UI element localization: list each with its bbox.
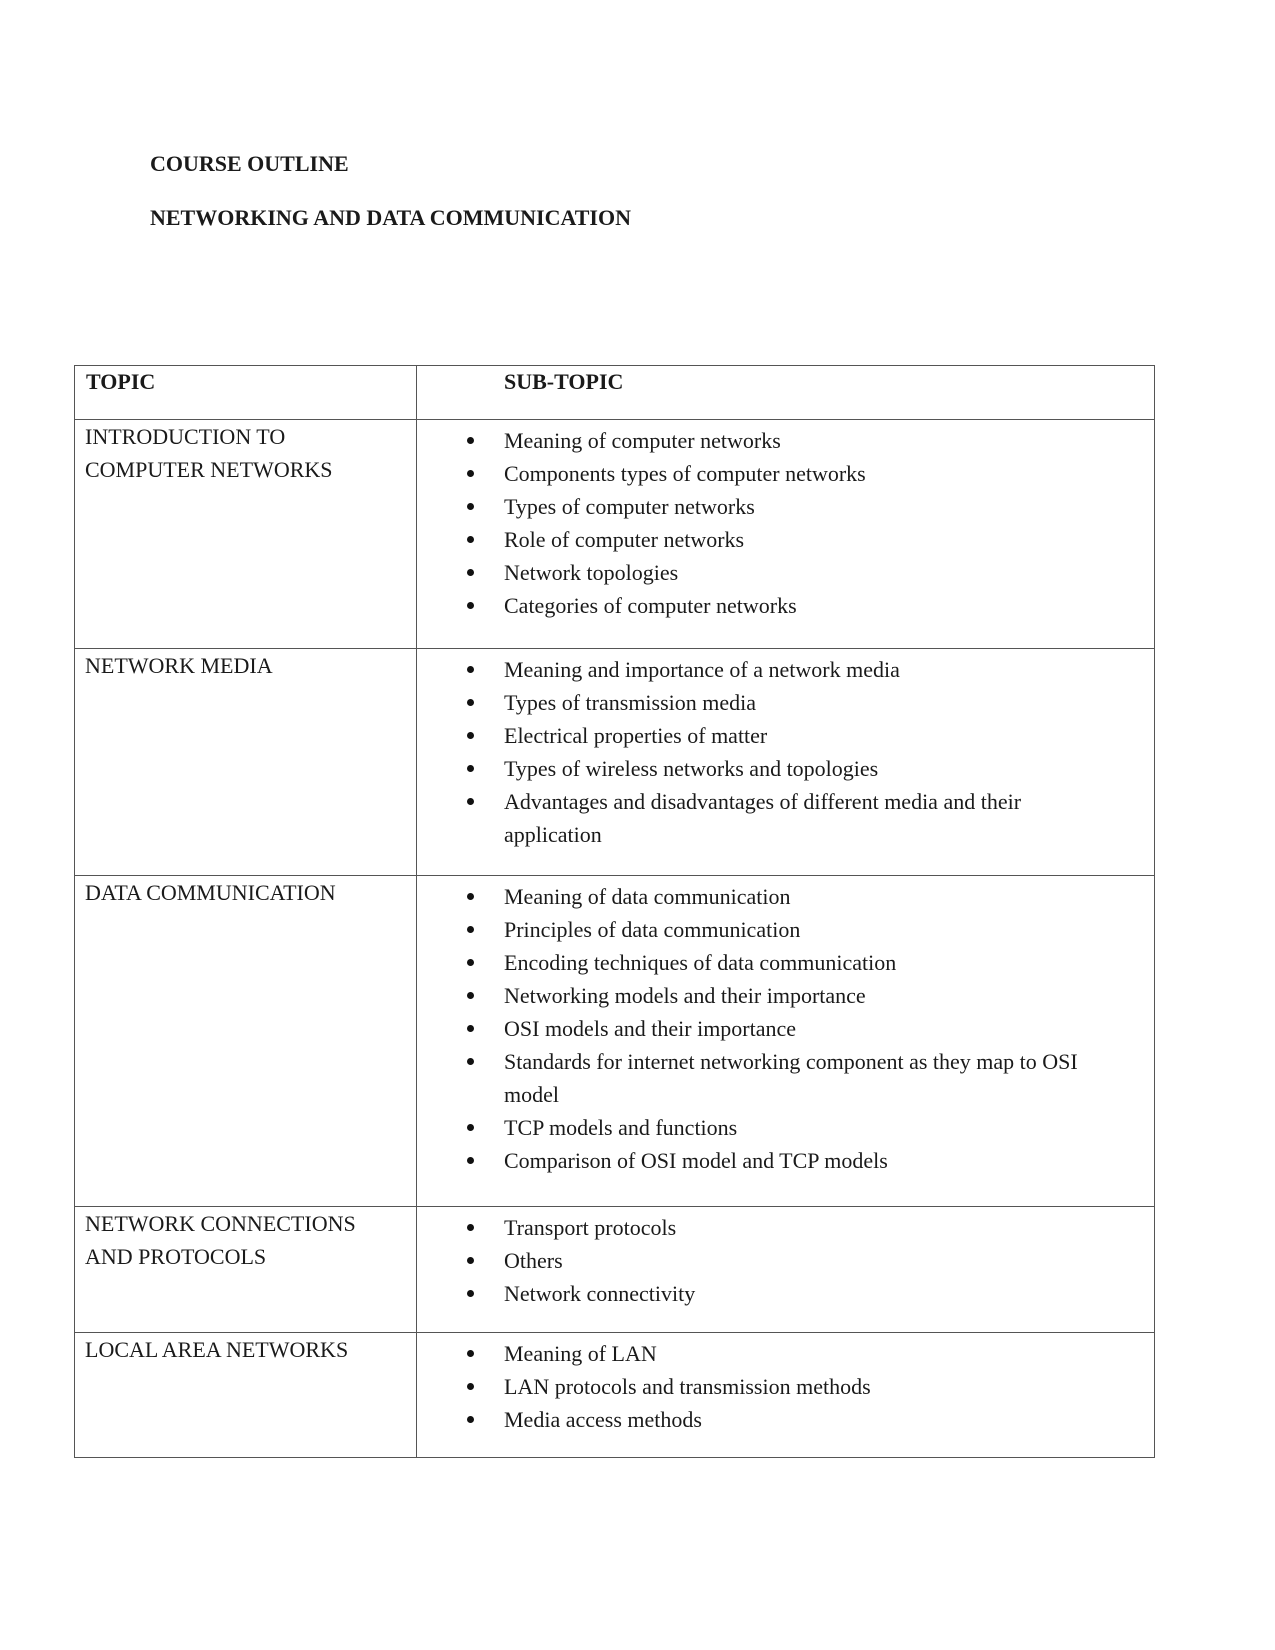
document-title: COURSE OUTLINE xyxy=(150,151,349,176)
subtopic-item: Principles of data communication xyxy=(504,913,1124,946)
header-topic-label: TOPIC xyxy=(86,369,156,394)
subtopic-list xyxy=(417,1333,1154,1436)
subtopic-item: Media access methods xyxy=(504,1403,1124,1436)
subtopic-item: Standards for internet networking component as they map to OSI model xyxy=(504,1045,1124,1111)
table-row xyxy=(75,1207,1155,1333)
subtopic-cell xyxy=(417,1207,1155,1333)
topic-cell xyxy=(75,1333,417,1458)
header-cell-subtopic xyxy=(417,366,1155,420)
subtopic-item: Networking models and their importance xyxy=(504,979,1124,1012)
table-row xyxy=(75,876,1155,1207)
subtopic-item: Role of computer networks xyxy=(504,523,1124,556)
course-outline-table xyxy=(74,365,1155,1458)
subtopic-list xyxy=(417,649,1154,851)
subtopic-item: Transport protocols xyxy=(504,1211,1124,1244)
topic-line: COMPUTER NETWORKS xyxy=(85,457,333,482)
subtopic-item: TCP models and functions xyxy=(504,1111,1124,1144)
subtopic-item: Types of wireless networks and topologies xyxy=(504,752,1124,785)
subtopic-item: OSI models and their importance xyxy=(504,1012,1124,1045)
topic-cell xyxy=(75,420,417,649)
topic-line: NETWORK CONNECTIONS xyxy=(85,1211,356,1236)
subtopic-item: Encoding techniques of data communication xyxy=(504,946,1124,979)
subtopic-item: Comparison of OSI model and TCP models xyxy=(504,1144,1124,1177)
subtopic-item: Components types of computer networks xyxy=(504,457,1124,490)
subtopic-item: Categories of computer networks xyxy=(504,589,1124,622)
topic-line: AND PROTOCOLS xyxy=(85,1244,267,1269)
topic-name xyxy=(75,1207,416,1273)
subtopic-list xyxy=(417,876,1154,1177)
subtopic-item: Network topologies xyxy=(504,556,1124,589)
subtopic-item: Advantages and disadvantages of different media and their application xyxy=(504,785,1124,851)
subtopic-item: Meaning of computer networks xyxy=(504,424,1124,457)
table-row xyxy=(75,649,1155,876)
subtopic-cell xyxy=(417,649,1155,876)
topic-cell xyxy=(75,649,417,876)
subtopic-item: LAN protocols and transmission methods xyxy=(504,1370,1124,1403)
subtopic-item: Electrical properties of matter xyxy=(504,719,1124,752)
table-row xyxy=(75,420,1155,649)
subtopic-cell xyxy=(417,876,1155,1207)
topic-cell xyxy=(75,1207,417,1333)
topic-line: NETWORK MEDIA xyxy=(85,653,273,678)
subtopic-item: Meaning and importance of a network media xyxy=(504,653,1124,686)
subtopic-item: Network connectivity xyxy=(504,1277,1124,1310)
subtopic-item: Meaning of data communication xyxy=(504,880,1124,913)
topic-name xyxy=(75,876,416,909)
subtopic-list xyxy=(417,1207,1154,1310)
topic-line: LOCAL AREA NETWORKS xyxy=(85,1337,349,1362)
subtopic-item: Meaning of LAN xyxy=(504,1337,1124,1370)
header-subtopic-label: SUB-TOPIC xyxy=(504,369,624,394)
subtopic-item: Others xyxy=(504,1244,1124,1277)
subtopic-item: Types of transmission media xyxy=(504,686,1124,719)
topic-name xyxy=(75,649,416,682)
document-subtitle: NETWORKING AND DATA COMMUNICATION xyxy=(150,205,631,230)
subtopic-cell xyxy=(417,1333,1155,1458)
topic-line: INTRODUCTION TO xyxy=(85,424,286,449)
subtopic-list xyxy=(417,420,1154,622)
header-cell-topic xyxy=(75,366,417,420)
table-header-row xyxy=(75,366,1155,420)
topic-line: DATA COMMUNICATION xyxy=(85,880,336,905)
subtopic-item: Types of computer networks xyxy=(504,490,1124,523)
subtopic-cell xyxy=(417,420,1155,649)
topic-name xyxy=(75,1333,416,1366)
topic-cell xyxy=(75,876,417,1207)
topic-name xyxy=(75,420,416,486)
table-row xyxy=(75,1333,1155,1458)
